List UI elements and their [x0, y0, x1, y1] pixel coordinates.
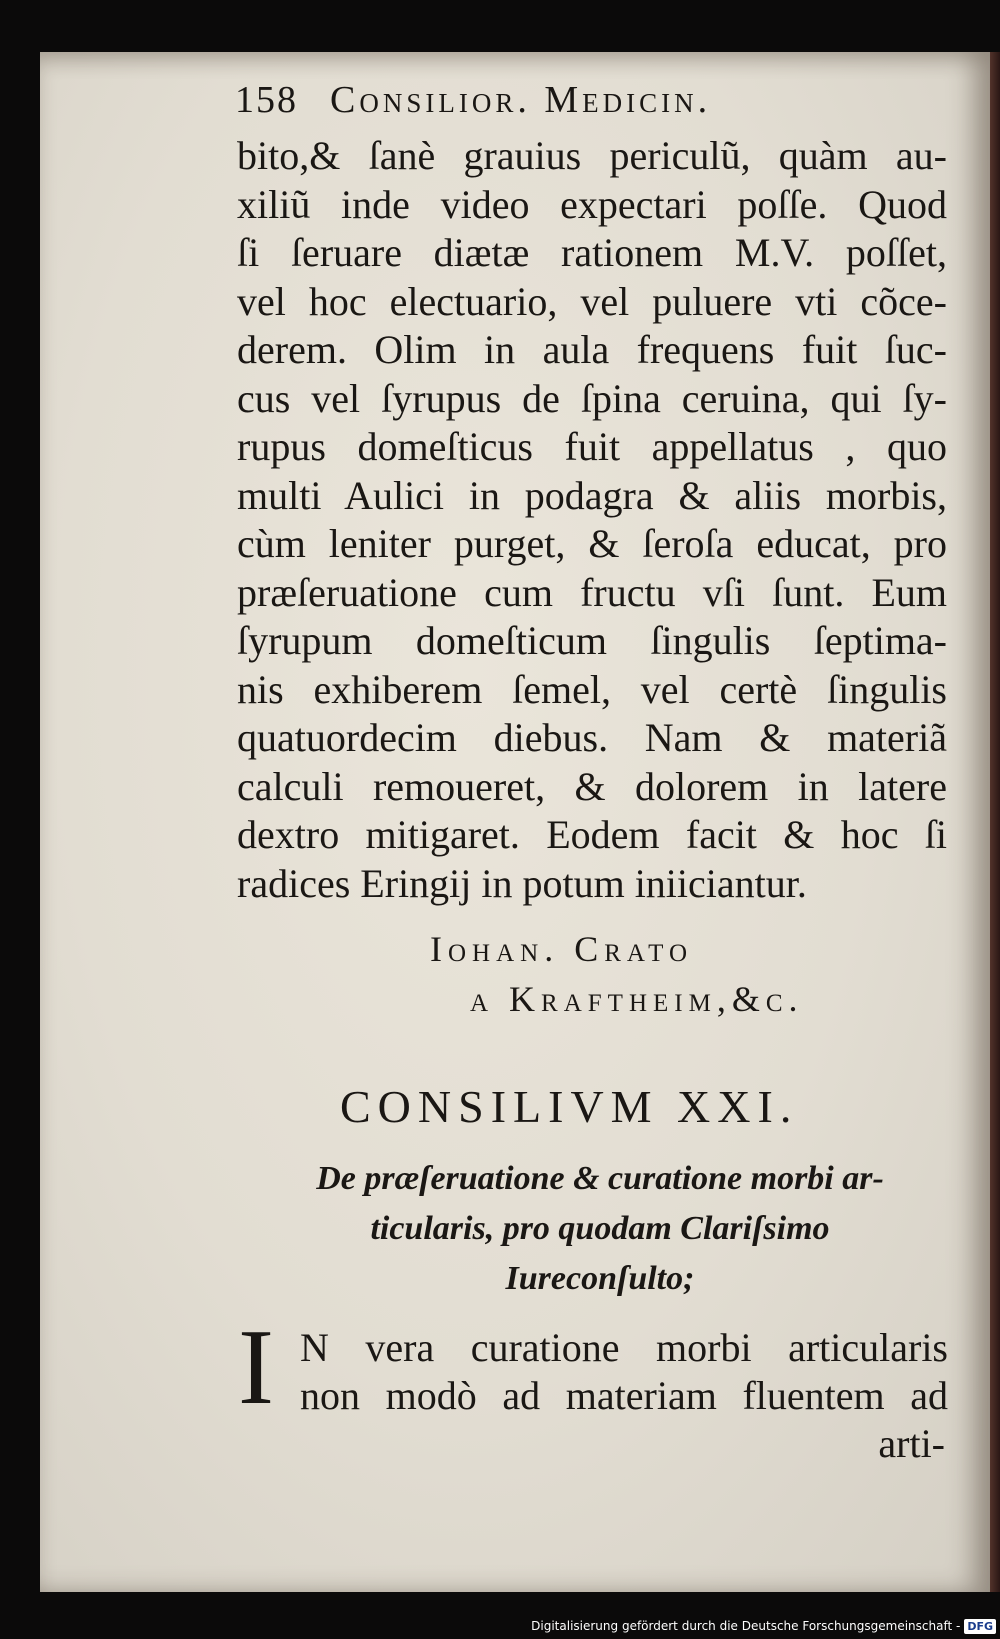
- text-line: multi Aulici in podagra & aliis morbis,: [237, 472, 947, 518]
- drop-cap: I: [238, 1308, 274, 1427]
- text-line: dextro mitigaret. Eodem facit & hoc ſi: [237, 812, 947, 857]
- text-line: nis exhiberem ſemel, vel certè ſingulis: [237, 666, 947, 712]
- digitization-footer: [531, 1615, 996, 1637]
- text-line: N vera curatione morbi articularis: [300, 1325, 948, 1370]
- section-subtitle-line: ticularis, pro quodam Clariſsimo: [370, 1210, 830, 1247]
- text-line: xiliũ inde video expectari poſſe. Quod: [237, 181, 947, 227]
- page-number: 158: [235, 79, 298, 121]
- section-subtitle-line: Iureconſulto;: [505, 1260, 695, 1297]
- text-line: cus vel ſyrupus de ſpina ceruina, qui ſy-: [237, 375, 947, 421]
- page-header: [235, 78, 875, 128]
- section-title: CONSILIVM XXI.: [340, 1081, 799, 1132]
- dfg-logo-icon: DFG: [964, 1619, 996, 1634]
- opening-paragraph: [300, 1324, 948, 1420]
- running-title: Consilior. Medicin.: [330, 79, 712, 121]
- signature-name: Iohan. Crato: [430, 929, 694, 969]
- footer-credit: Digitalisierung gefördert durch die Deutsche Forschungsgemeinschaft -: [531, 1619, 961, 1633]
- text-line: præſeruatione cum fructu vſi ſunt. Eum: [237, 569, 947, 615]
- section-subtitle-line: De præſeruatione & curatione morbi ar-: [316, 1160, 884, 1197]
- text-line: bito,& ſanè grauius periculũ, quàm au-: [237, 133, 947, 178]
- text-line: quatuordecim diebus. Nam & materiã: [237, 715, 947, 760]
- catchword: arti-: [878, 1421, 945, 1466]
- text-line: vel hoc electuario, vel puluere vti cõce-: [237, 278, 947, 324]
- signature-place: a Kraftheim,&c.: [470, 979, 804, 1019]
- body-text: [237, 132, 947, 908]
- text-line: cùm leniter purget, & ſeroſa educat, pro: [237, 521, 947, 566]
- text-line: ſi ſeruare diætæ rationem M.V. poſſet,: [237, 230, 947, 275]
- text-line: rupus domeſticus fuit appellatus , quo: [237, 424, 947, 469]
- text-line: non modò ad materiam fluentem ad: [300, 1373, 948, 1418]
- text-line: calculi remoueret, & dolorem in latere: [237, 763, 947, 809]
- text-line: ſyrupum domeſticum ſingulis ſeptima-: [237, 618, 947, 663]
- text-line: radices Eringij in potum iniiciantur.: [237, 860, 807, 906]
- text-line: derem. Olim in aula frequens fuit ſuc-: [237, 327, 947, 372]
